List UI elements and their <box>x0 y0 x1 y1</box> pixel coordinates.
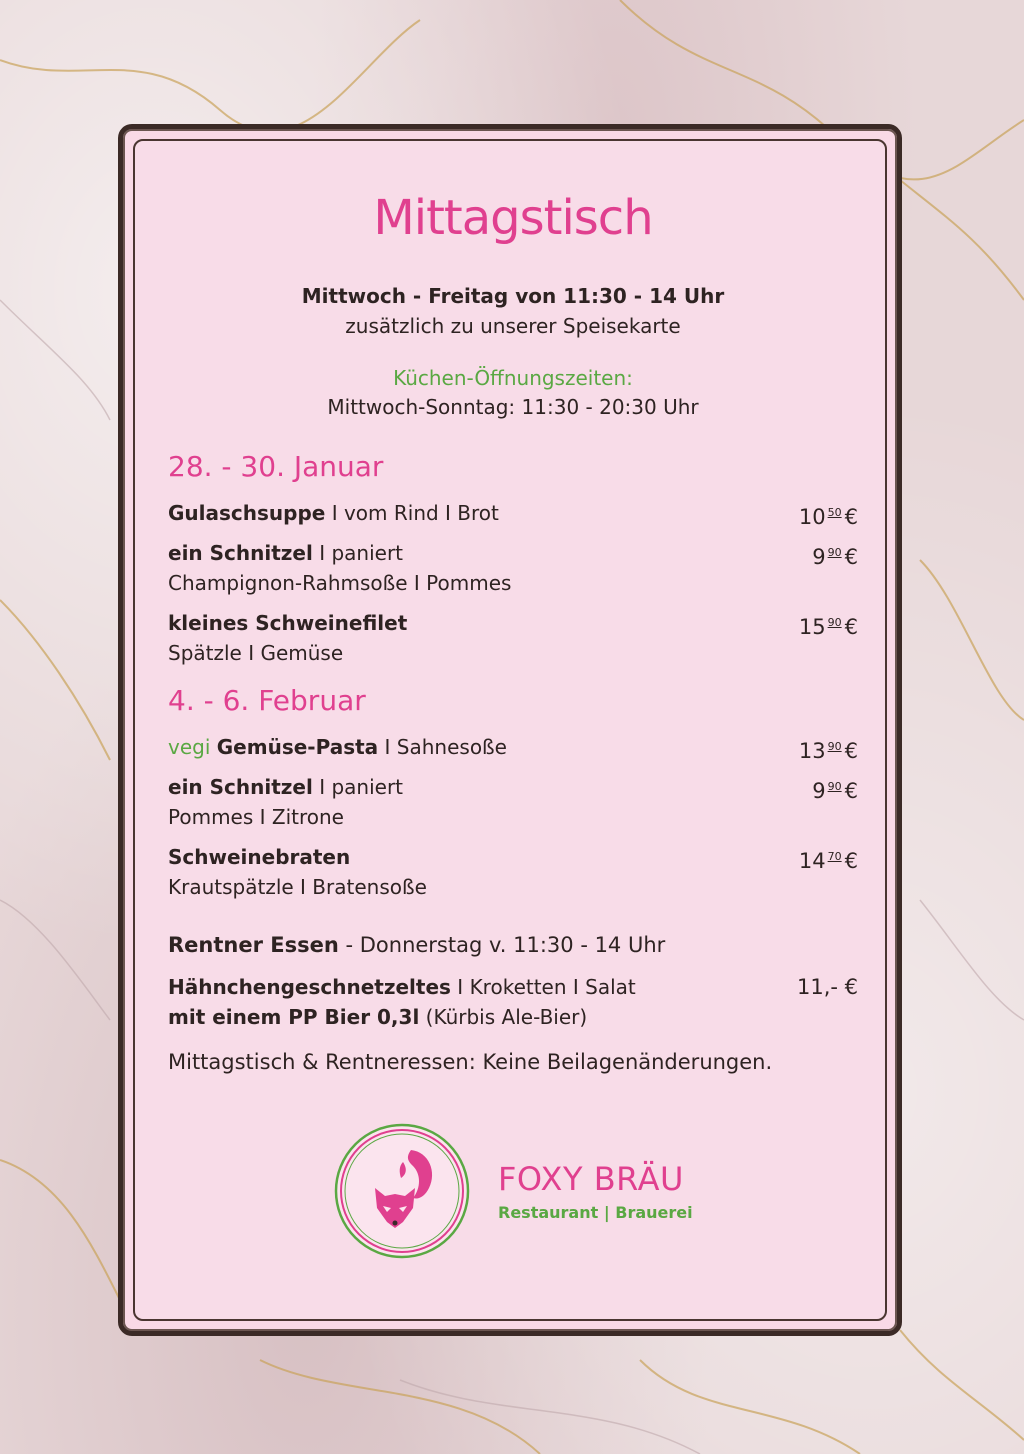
brand-subtitle: Restaurant | Brauerei <box>498 1203 693 1222</box>
menu-item <box>168 732 858 762</box>
item-drink: mit einem PP Bier 0,3l <box>168 1005 420 1029</box>
menu-item <box>168 842 858 902</box>
item-sides: Spätzle I Gemüse <box>168 641 344 665</box>
item-name: ein Schnitzel <box>168 541 313 565</box>
item-sides: Pommes I Zitrone <box>168 805 344 829</box>
item-price: 15 $^{90}$ € <box>798 615 858 639</box>
footer-note: Mittagstisch & Rentneressen: Keine Beilagenänderungen. <box>168 1050 773 1074</box>
brand-name: FOXY BRÄU <box>498 1160 684 1198</box>
kitchen-hours-label: Küchen-Öffnungszeiten: <box>393 366 633 390</box>
item-price: 13 $^{90}$ € <box>798 739 858 763</box>
page-title: Mittagstisch <box>373 190 653 246</box>
menu-item <box>168 498 858 528</box>
rentner-title: Rentner Essen <box>168 933 339 957</box>
menu-item <box>168 608 858 668</box>
item-name: Hähnchengeschnetzeltes <box>168 975 451 999</box>
rentner-heading <box>168 930 858 960</box>
item-name: Schweinebraten <box>168 845 351 869</box>
item-name: ein Schnitzel <box>168 775 313 799</box>
item-desc: I vom Rind I Brot <box>325 501 499 525</box>
vegi-tag: vegi <box>168 735 211 759</box>
hours-line: Mittwoch - Freitag von 11:30 - 14 Uhr <box>301 284 725 308</box>
item-desc: I Sahnesoße <box>378 735 507 759</box>
item-name: kleines Schweinefilet <box>168 611 408 635</box>
item-desc: I Kroketten I Salat <box>450 975 636 999</box>
item-price: 9 $^{90}$ € <box>812 779 858 803</box>
menu-item <box>168 538 858 598</box>
item-price: 14 $^{70}$ € <box>798 849 858 873</box>
item-sides: Champignon-Rahmsoße I Pommes <box>168 571 512 595</box>
item-drink-note: (Kürbis Ale-Bier) <box>419 1005 588 1029</box>
section-heading: 4. - 6. Februar <box>168 684 366 717</box>
hours-note: zusätzlich zu unserer Speisekarte <box>345 314 681 338</box>
item-desc: I paniert <box>312 541 404 565</box>
menu-item <box>168 772 858 832</box>
item-sides: Krautspätzle I Bratensoße <box>168 875 427 899</box>
rentner-item <box>168 972 858 1032</box>
kitchen-hours: Mittwoch-Sonntag: 11:30 - 20:30 Uhr <box>327 395 699 419</box>
section-heading: 28. - 30. Januar <box>168 450 384 483</box>
rentner-schedule: - Donnerstag v. 11:30 - 14 Uhr <box>338 933 666 957</box>
fox-logo-icon <box>333 1122 471 1260</box>
item-desc: I paniert <box>312 775 404 799</box>
item-price: 9 $^{90}$ € <box>812 545 858 569</box>
item-price: 10 $^{50}$ € <box>798 505 858 529</box>
item-name: Gemüse-Pasta <box>216 735 379 759</box>
item-name: Gulaschsuppe <box>168 501 326 525</box>
item-price: 11,- € <box>796 975 858 999</box>
